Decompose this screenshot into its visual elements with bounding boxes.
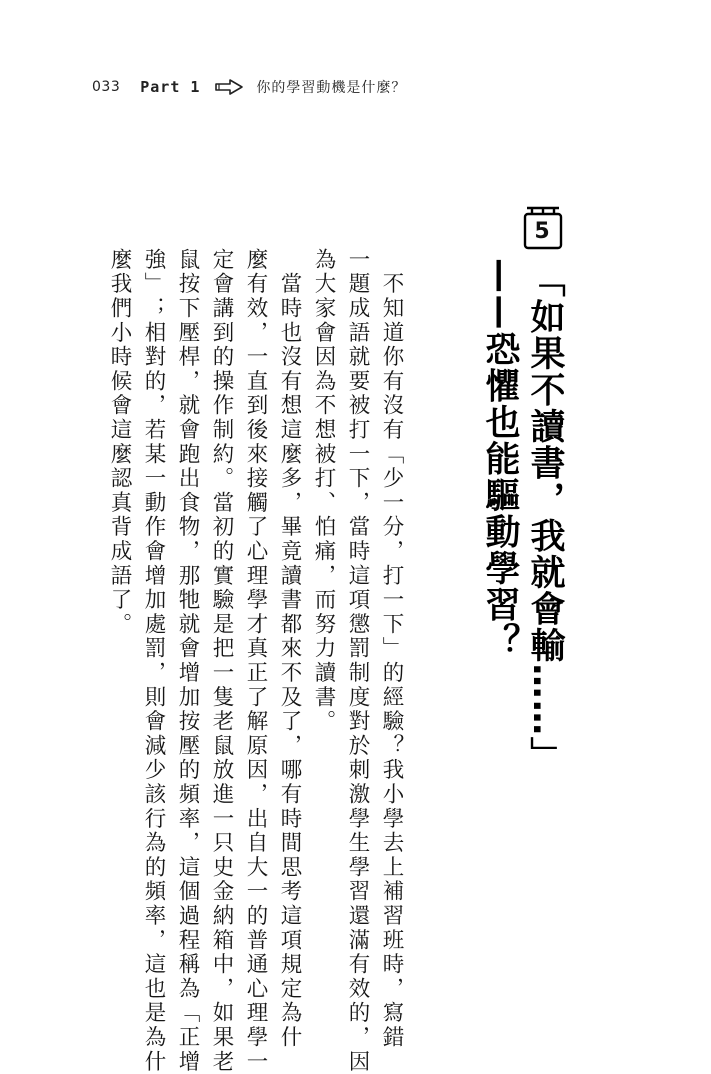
body-line-4: 當時也沒有想這麼多，畢竟讀書都來不及了，哪有時間思考這項規定為什 bbox=[277, 248, 302, 1050]
body-line-2: 一題成語就要被打一下，當時這項懲罰制度對於刺激學生學習還滿有效的，因 bbox=[345, 248, 370, 1074]
section-number: 5 bbox=[534, 219, 550, 244]
chapter-title: 你的學習動機是什麼？ bbox=[256, 80, 407, 96]
section-title-line-1: 「如果不讀書，我就會輸……」 bbox=[525, 262, 565, 773]
body-line-3: 為大家會因為不想被打、怕痛，而努力讀書。 bbox=[311, 248, 336, 734]
body-line-8: 強」；相對的，若某一動作會增加處罰，則會減少該行為的頻率，這也是為什 bbox=[141, 248, 166, 1074]
hand-arrow-right-icon bbox=[214, 78, 244, 96]
body-line-1: 不知道你有沒有「少一分，打一下」的經驗？我小學去上補習班時，寫錯 bbox=[379, 248, 404, 1050]
page-number: 033 bbox=[92, 79, 121, 95]
body-line-9: 麼我們小時候會這麼認真背成語了。 bbox=[107, 248, 132, 637]
section-title-line-2: ——恐懼也能驅動學習？ bbox=[480, 258, 520, 660]
running-header bbox=[92, 74, 406, 100]
part-label: Part 1 bbox=[140, 78, 201, 96]
body-line-5: 麼有效，一直到後來接觸了心理學才真正了解原因，出自大一的普通心理學一 bbox=[243, 248, 268, 1074]
section-number-badge bbox=[523, 206, 569, 252]
body-line-7: 鼠按下壓桿，就會跑出食物，那牠就會增加按壓的頻率，這個過程稱為「正增 bbox=[175, 248, 200, 1074]
body-line-6: 定會講到的操作制約。當初的實驗是把一隻老鼠放進一只史金納箱中，如果老 bbox=[209, 248, 234, 1074]
